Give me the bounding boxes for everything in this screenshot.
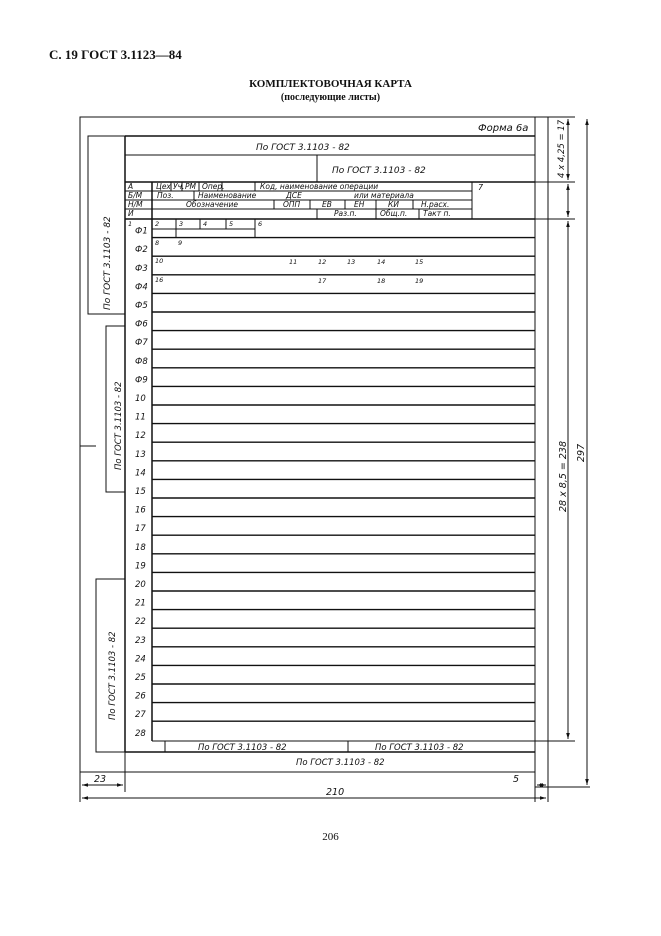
row-label: Ф7 xyxy=(135,338,148,349)
row-label: Ф9 xyxy=(135,375,148,386)
row-n-ev: ЕВ xyxy=(322,200,332,209)
col-num-9: 9 xyxy=(178,239,183,247)
dim-height: 297 xyxy=(576,443,587,462)
row-n-oboz: Обозначение xyxy=(186,200,239,209)
gost-top-2: По ГОСТ 3.1103 - 82 xyxy=(332,166,426,176)
row-label: 14 xyxy=(135,468,146,479)
gost-side-1: По ГОСТ 3.1103 - 82 xyxy=(103,216,113,310)
row-y-takt: Такт п. xyxy=(423,209,451,218)
page-header: С. 19 ГОСТ 3.1123—84 xyxy=(49,47,182,62)
row-label: 13 xyxy=(135,449,146,460)
col-num-10: 10 xyxy=(155,257,164,265)
row-label: Ф8 xyxy=(135,356,148,367)
row-y-letter: Й xyxy=(128,209,134,218)
row-a-kod: Код, наименование операции xyxy=(260,182,379,191)
gost-side-2: По ГОСТ 3.1103 - 82 xyxy=(114,381,124,470)
gost-top-1: По ГОСТ 3.1103 - 82 xyxy=(256,143,350,153)
row-n-en: ЕН xyxy=(354,200,365,209)
col-num-18: 18 xyxy=(377,277,386,285)
row-a-letter: А xyxy=(128,182,134,191)
col-num-1: 1 xyxy=(128,220,133,228)
row-label: Ф5 xyxy=(135,301,148,311)
gost-side-3: По ГОСТ 3.1103 - 82 xyxy=(108,631,118,720)
row-b-mat: или материала xyxy=(354,191,414,200)
card-title: КОМПЛЕКТОВОЧНАЯ КАРТА xyxy=(249,78,412,90)
row-label: 25 xyxy=(135,673,146,683)
row-label: 24 xyxy=(135,654,146,665)
row-label: 16 xyxy=(135,505,146,516)
col-num-8: 8 xyxy=(155,239,160,247)
row-label: 17 xyxy=(135,524,146,535)
row-label: 22 xyxy=(135,617,146,628)
row-y-obsh: Общ.п. xyxy=(380,209,408,218)
row-a-uch: Уч. xyxy=(173,182,185,191)
row-b-naim: Наименование xyxy=(198,191,257,200)
row-n-ki: КИ xyxy=(388,200,399,209)
col-num-6: 6 xyxy=(258,220,263,228)
row-n-opp: ОПП xyxy=(283,200,301,209)
col-num-2: 2 xyxy=(155,220,160,228)
gost-bottom-main: По ГОСТ 3.1103 - 82 xyxy=(296,758,385,768)
row-label: 23 xyxy=(135,635,146,646)
row-a-ceh: Цех xyxy=(156,182,171,191)
row-label: 11 xyxy=(135,412,146,423)
row-label: 21 xyxy=(135,598,146,609)
row-label: Ф6 xyxy=(135,319,148,330)
row-label: 15 xyxy=(135,487,146,497)
col-num-13: 13 xyxy=(347,258,356,266)
col-num-15: 15 xyxy=(415,258,424,266)
col-num-5: 5 xyxy=(229,220,234,228)
row-b-letter: Б/М xyxy=(128,191,143,200)
row-n-letter: Н/М xyxy=(128,200,143,209)
dim-rows: 28 x 8,5 = 238 xyxy=(558,441,569,512)
row-label: Ф2 xyxy=(135,245,148,256)
dim-header: 4 x 4,25 = 17 xyxy=(557,119,567,178)
row-label: Ф1 xyxy=(135,226,148,237)
col-num-12: 12 xyxy=(318,258,327,266)
row-a-oper: Опер. xyxy=(202,182,225,191)
col-num-4: 4 xyxy=(203,220,208,228)
col-num-3: 3 xyxy=(179,220,184,228)
dim-right-margin: 5 xyxy=(513,774,520,785)
row-label: 10 xyxy=(135,394,146,404)
row-y-raz: Раз.п. xyxy=(334,209,357,218)
row-b-poz: Поз. xyxy=(157,191,174,200)
dim-left-margin: 23 xyxy=(94,774,107,785)
row-n-nrash: Н.расх. xyxy=(421,200,450,209)
page-number: 206 xyxy=(322,831,339,843)
gost-bottom-right: По ГОСТ 3.1103 - 82 xyxy=(375,743,464,753)
forma-label: Форма 6а xyxy=(478,123,529,134)
col-num-14: 14 xyxy=(377,258,386,266)
row-label: 20 xyxy=(135,580,146,590)
row-label: 26 xyxy=(135,691,146,702)
col-num-17: 17 xyxy=(318,277,327,285)
row-a-num: 7 xyxy=(478,183,484,192)
row-label: Ф4 xyxy=(135,282,148,293)
row-label: Ф3 xyxy=(135,263,148,274)
outer-frame xyxy=(80,117,535,772)
row-label: 19 xyxy=(135,561,146,572)
card-subtitle: (последующие листы) xyxy=(280,92,381,103)
col-num-11: 11 xyxy=(289,258,298,266)
row-b-dse: ДСЕ xyxy=(286,191,302,200)
row-label: 12 xyxy=(135,431,146,442)
row-label: 28 xyxy=(135,728,146,739)
col-num-19: 19 xyxy=(415,277,424,285)
gost-bottom-left: По ГОСТ 3.1103 - 82 xyxy=(198,743,287,753)
row-a-rm: РМ xyxy=(185,182,196,191)
row-label: 27 xyxy=(135,710,146,721)
dim-width: 210 xyxy=(326,787,345,798)
row-label: 18 xyxy=(135,542,146,553)
col-num-16: 16 xyxy=(155,276,164,284)
